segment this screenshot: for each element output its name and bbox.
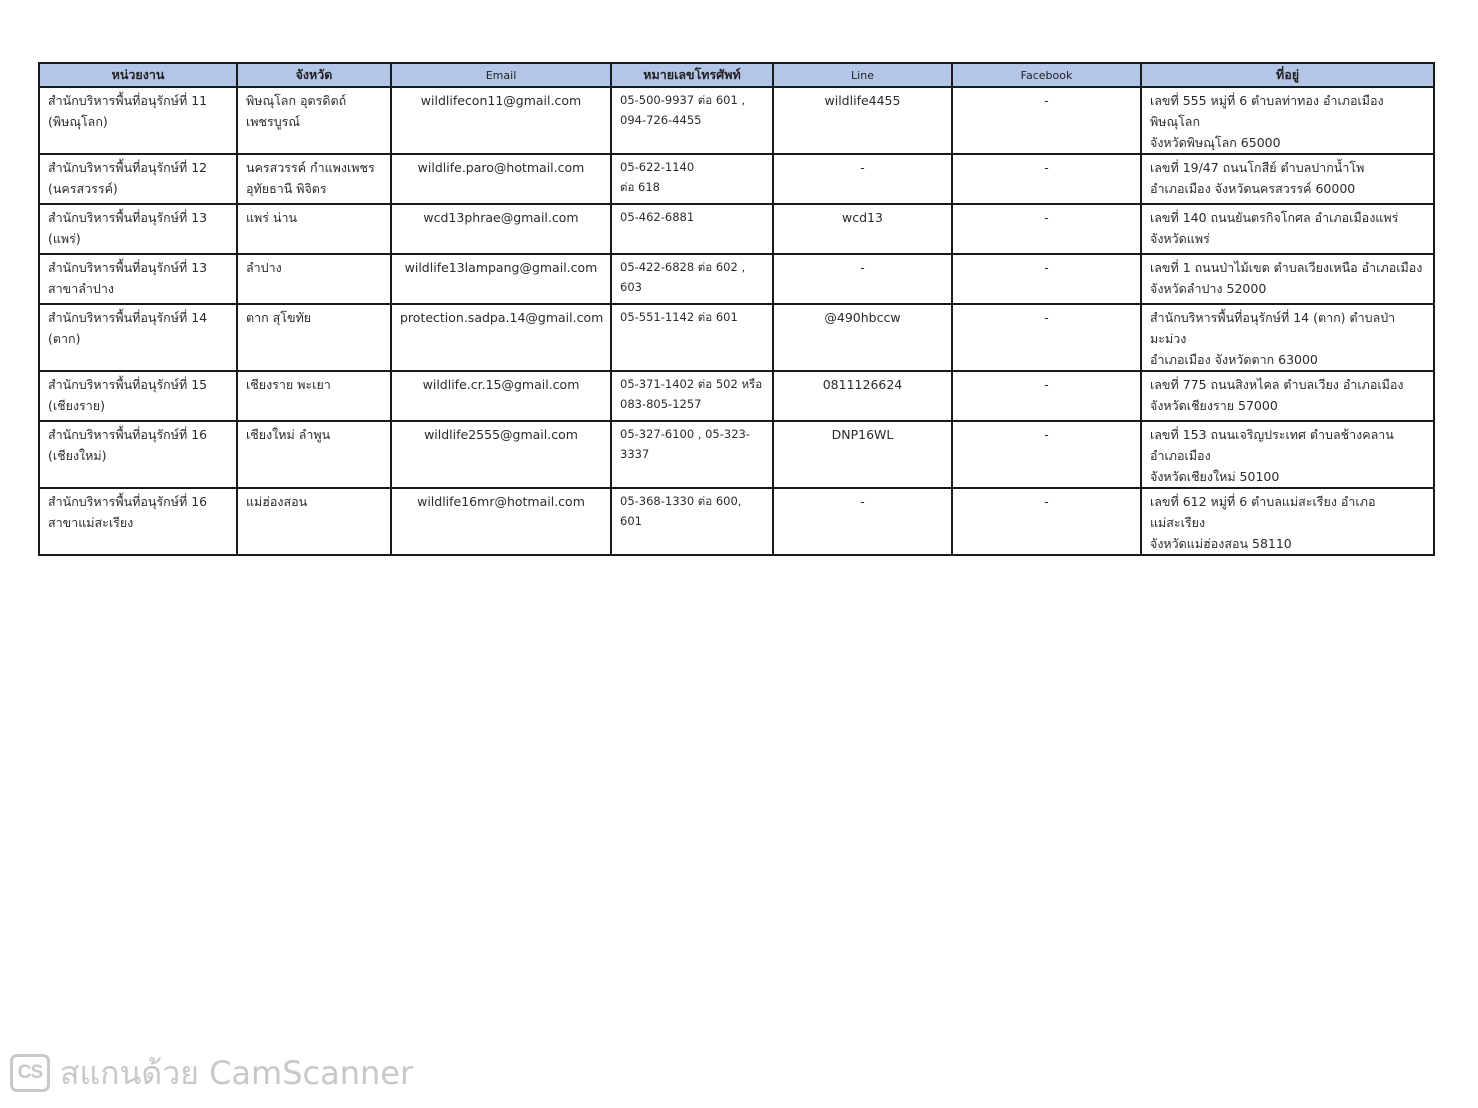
line-id-cell: @490hbccw (773, 304, 952, 371)
facebook-cell: - (952, 87, 1141, 154)
province-cell-line: แพร่ น่าน (246, 210, 298, 225)
facebook-cell: - (952, 488, 1141, 555)
table-row (39, 421, 1434, 488)
table-row (39, 371, 1434, 421)
address-cell (1141, 304, 1434, 371)
table-row (39, 488, 1434, 555)
address-cell-line: จังหวัดเชียงราย 57000 (1150, 398, 1278, 413)
address-cell-line: จังหวัดพิษณุโลก 65000 (1150, 135, 1281, 150)
phone-cell (611, 154, 773, 204)
contact-table (38, 62, 1435, 556)
unit-cell-line: สำนักบริหารพื้นที่อนุรักษ์ที่ 13 (48, 210, 208, 225)
unit-cell (39, 254, 237, 304)
email-cell[interactable]: wildlife2555@gmail.com (391, 421, 611, 488)
unit-cell (39, 421, 237, 488)
camscanner-logo-icon: CS (10, 1054, 50, 1092)
address-cell (1141, 154, 1434, 204)
phone-cell-line: 05-622-1140 (620, 160, 695, 174)
address-cell-line: อำเภอเมือง จังหวัดนครสวรรค์ 60000 (1150, 181, 1356, 196)
phone-cell (611, 421, 773, 488)
line-id-cell: DNP16WL (773, 421, 952, 488)
unit-cell-line: (ตาก) (48, 331, 81, 346)
address-cell-line: เลขที่ 775 ถนนสิงหไคล ตำบลเวียง อำเภอเมือง (1150, 377, 1404, 392)
unit-cell-line: สำนักบริหารพื้นที่อนุรักษ์ที่ 16 (48, 427, 208, 442)
unit-cell-line: (นครสวรรค์) (48, 181, 118, 196)
province-cell (237, 154, 391, 204)
header-province: จังหวัด (237, 63, 391, 87)
line-id-cell: - (773, 488, 952, 555)
unit-cell-line: (แพร่) (48, 231, 81, 246)
phone-cell-line: 094-726-4455 (620, 113, 702, 127)
table-header-row (39, 63, 1434, 87)
phone-cell-line: 05-368-1330 ต่อ 600, 601 (620, 494, 742, 528)
province-cell-line: นครสวรรค์ กำแพงเพชร (246, 160, 375, 175)
line-id-cell: wcd13 (773, 204, 952, 254)
email-cell[interactable]: wildlifecon11@gmail.com (391, 87, 611, 154)
province-cell-line: อุทัยธานี พิจิตร (246, 181, 327, 196)
unit-cell-line: สำนักบริหารพื้นที่อนุรักษ์ที่ 13 (48, 260, 208, 275)
unit-cell (39, 87, 237, 154)
unit-cell-line: สำนักบริหารพื้นที่อนุรักษ์ที่ 15 (48, 377, 208, 392)
province-cell-line: พิษณุโลก อุตรดิตถ์ (246, 93, 347, 108)
province-cell (237, 254, 391, 304)
address-cell-line: สำนักบริหารพื้นที่อนุรักษ์ที่ 14 (ตาก) ตำบลป่ามะม่วง (1150, 310, 1396, 346)
address-cell-line: จังหวัดแพร่ (1150, 231, 1210, 246)
phone-cell-line: 083-805-1257 (620, 397, 702, 411)
unit-cell-line: สำนักบริหารพื้นที่อนุรักษ์ที่ 11 (48, 93, 208, 108)
phone-cell (611, 254, 773, 304)
phone-cell-line: 05-422-6828 ต่อ 602 , 603 (620, 260, 746, 294)
facebook-cell: - (952, 371, 1141, 421)
unit-cell-line: สำนักบริหารพื้นที่อนุรักษ์ที่ 14 (48, 310, 208, 325)
header-unit: หน่วยงาน (39, 63, 237, 87)
address-cell-line: จังหวัดลำปาง 52000 (1150, 281, 1267, 296)
line-id-cell: - (773, 254, 952, 304)
phone-cell-line: 05-462-6881 (620, 210, 695, 224)
address-cell-line: อำเภอเมือง จังหวัดตาก 63000 (1150, 352, 1318, 367)
province-cell (237, 204, 391, 254)
province-cell (237, 421, 391, 488)
phone-cell (611, 304, 773, 371)
unit-cell-line: (เชียงใหม่) (48, 448, 107, 463)
address-cell-line: เลขที่ 19/47 ถนนโกสีย์ ตำบลปากน้ำโพ (1150, 160, 1365, 175)
table-body (39, 87, 1434, 555)
camscanner-watermark (10, 1052, 413, 1094)
facebook-cell: - (952, 204, 1141, 254)
email-cell[interactable]: wildlife.paro@hotmail.com (391, 154, 611, 204)
unit-cell (39, 371, 237, 421)
unit-cell (39, 204, 237, 254)
unit-cell-line: สาขาลำปาง (48, 281, 114, 296)
address-cell (1141, 87, 1434, 154)
line-id-cell: 0811126624 (773, 371, 952, 421)
header-email: Email (391, 63, 611, 87)
email-cell[interactable]: wildlife13lampang@gmail.com (391, 254, 611, 304)
address-cell-line: เลขที่ 140 ถนนยันตรกิจโกศล อำเภอเมืองแพร่ (1150, 210, 1399, 225)
phone-cell-line: 05-327-6100 , 05-323-3337 (620, 427, 750, 461)
email-cell[interactable]: wildlife16mr@hotmail.com (391, 488, 611, 555)
province-cell (237, 371, 391, 421)
address-cell (1141, 204, 1434, 254)
facebook-cell: - (952, 254, 1141, 304)
table-row (39, 154, 1434, 204)
table-row (39, 87, 1434, 154)
address-cell (1141, 254, 1434, 304)
header-line: Line (773, 63, 952, 87)
email-cell[interactable]: wildlife.cr.15@gmail.com (391, 371, 611, 421)
facebook-cell: - (952, 421, 1141, 488)
address-cell-line: จังหวัดแม่ฮ่องสอน 58110 (1150, 536, 1292, 551)
table-row (39, 204, 1434, 254)
header-address: ที่อยู่ (1141, 63, 1434, 87)
unit-cell (39, 488, 237, 555)
province-cell-line: เชียงราย พะเยา (246, 377, 331, 392)
province-cell (237, 304, 391, 371)
province-cell (237, 488, 391, 555)
header-facebook: Facebook (952, 63, 1141, 87)
province-cell-line: แม่ฮ่องสอน (246, 494, 308, 509)
unit-cell-line: สำนักบริหารพื้นที่อนุรักษ์ที่ 16 (48, 494, 208, 509)
facebook-cell: - (952, 304, 1141, 371)
line-id-cell: wildlife4455 (773, 87, 952, 154)
line-id-cell: - (773, 154, 952, 204)
address-cell (1141, 371, 1434, 421)
phone-cell (611, 488, 773, 555)
address-cell-line: จังหวัดเชียงใหม่ 50100 (1150, 469, 1280, 484)
phone-cell (611, 204, 773, 254)
email-cell[interactable]: protection.sadpa.14@gmail.com (391, 304, 611, 371)
unit-cell (39, 154, 237, 204)
address-cell-line: เลขที่ 1 ถนนป่าไม้เขต ตำบลเวียงเหนือ อำเภอเมือง (1150, 260, 1423, 275)
phone-cell-line: 05-371-1402 ต่อ 502 หรือ (620, 377, 763, 391)
province-cell-line: ตาก สุโขทัย (246, 310, 312, 325)
address-cell (1141, 421, 1434, 488)
province-cell-line: เชียงใหม่ ลำพูน (246, 427, 331, 442)
province-cell-line: ลำปาง (246, 260, 282, 275)
watermark-text: สแกนด้วย CamScanner (60, 1053, 414, 1092)
province-cell-line: เพชรบูรณ์ (246, 114, 300, 129)
table-row (39, 254, 1434, 304)
unit-cell (39, 304, 237, 371)
unit-cell-line: (พิษณุโลก) (48, 114, 108, 129)
header-phone: หมายเลขโทรศัพท์ (611, 63, 773, 87)
unit-cell-line: (เชียงราย) (48, 398, 105, 413)
phone-cell-line: 05-551-1142 ต่อ 601 (620, 310, 738, 324)
address-cell-line: เลขที่ 612 หมู่ที่ 6 ตำบลแม่สะเรียง อำเภอแม่สะเรียง (1150, 494, 1376, 530)
phone-cell-line: ต่อ 618 (620, 180, 660, 194)
address-cell-line: เลขที่ 153 ถนนเจริญประเทศ ตำบลช้างคลาน อำเภอเมือง (1150, 427, 1394, 463)
phone-cell-line: 05-500-9937 ต่อ 601 , (620, 93, 746, 107)
phone-cell (611, 371, 773, 421)
unit-cell-line: สำนักบริหารพื้นที่อนุรักษ์ที่ 12 (48, 160, 208, 175)
phone-cell (611, 87, 773, 154)
table-row (39, 304, 1434, 371)
address-cell-line: เลขที่ 555 หมู่ที่ 6 ตำบลท่าทอง อำเภอเมืองพิษณุโลก (1150, 93, 1384, 129)
province-cell (237, 87, 391, 154)
unit-cell-line: สาขาแม่สะเรียง (48, 515, 134, 530)
address-cell (1141, 488, 1434, 555)
email-cell[interactable]: wcd13phrae@gmail.com (391, 204, 611, 254)
facebook-cell: - (952, 154, 1141, 204)
